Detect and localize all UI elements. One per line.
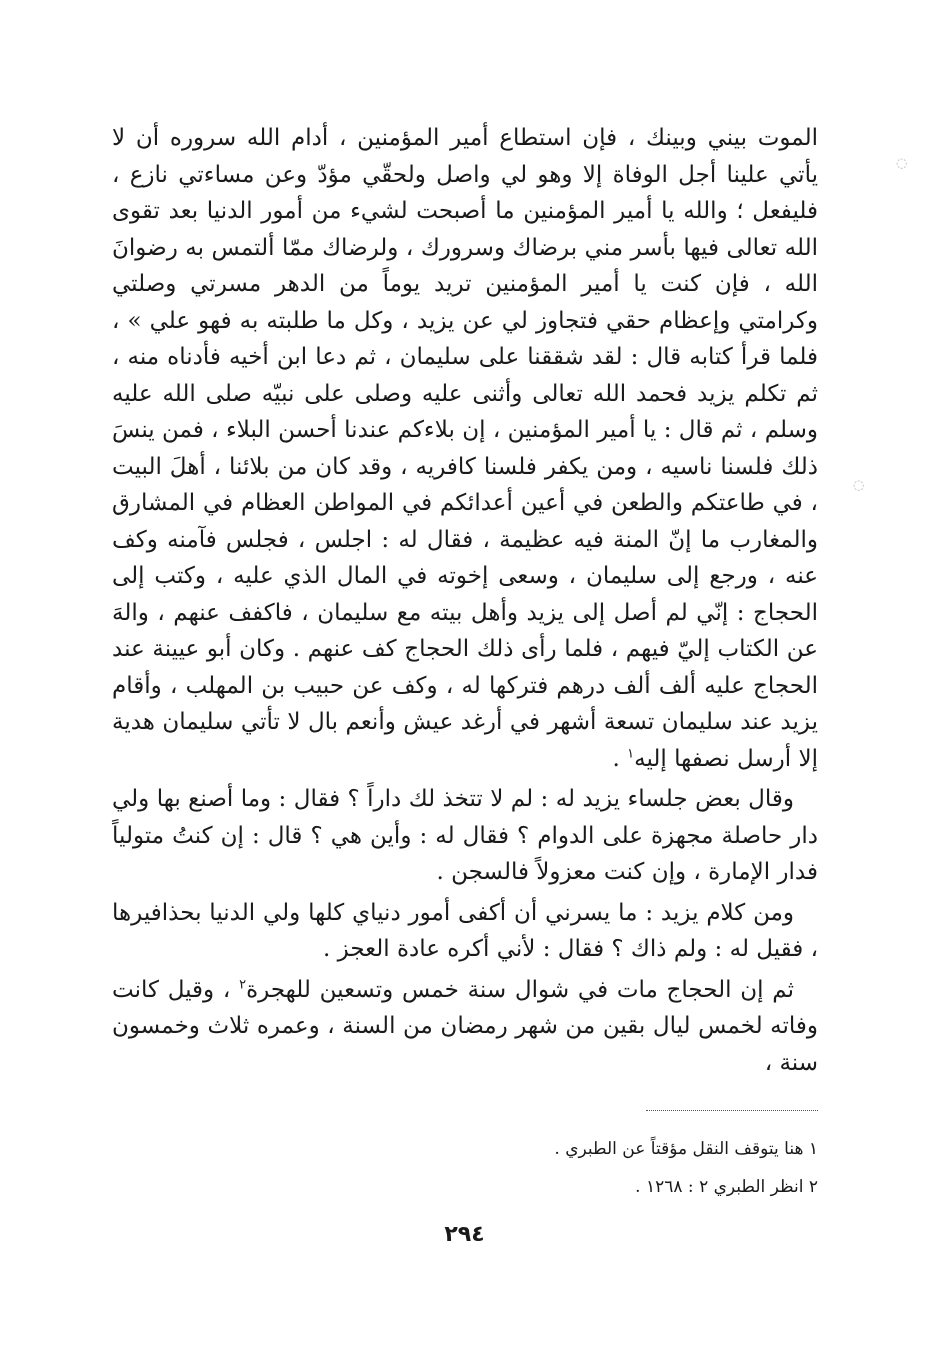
- paragraph-4-text: ثم إن الحجاج مات في شوال سنة خمس وتسعين للهجرة: [246, 976, 794, 1003]
- footnote-ref-1: ١: [627, 745, 635, 761]
- main-text: [112, 120, 818, 1081]
- footnote-ref-2: ٢: [239, 976, 247, 992]
- paragraph-2: [112, 781, 818, 891]
- paragraph-4: [112, 972, 818, 1082]
- page-number: ٢٩٤: [444, 1222, 485, 1247]
- footnote-2: ٢ انظر الطبري ٢ : ١٢٦٨ .: [635, 1177, 818, 1197]
- margin-mark-middle: ◌: [853, 478, 865, 493]
- footnote-1: ١ هنا يتوقف النقل مؤقتاً عن الطبري .: [554, 1139, 818, 1159]
- paragraph-1-text: الموت بيني وبينك ، فإن استطاع أمير المؤمنين ، أدام الله سروره أن لا يأتي علينا أجل الوفاة إلا وهو لي واصل ولحقّي مؤدّ وعن مساءتي نازع ، فليفعل ؛ والله يا أمير المؤمنين ما أصبحت لشيء من أمور الدنيا بعد تقوى الله تعالى فيها بأسر مني برضاك وسرورك ، ولرضاك ممّا ألتمس به رضوانَ الله ، فإن كنت يا أمير المؤمنين تريد يوماً من الدهر مسرتي وصلتي وكرامتي وإعظام حقي فتجاوز لي عن يزيد ، وكل ما طلبته به فهو علي » ، فلما قرأ كتابه قال : لقد شققنا على سليمان ، ثم دعا ابن أخيه فأدناه منه ، ثم تكلم يزيد فحمد الله تعالى وأثنى عليه وصلى على نبيّه صلى الله عليه وسلم ، ثم قال : يا أمير المؤمنين ، إن بلاءكم عندنا أحسن البلاء ، فمن ينسَ ذلك فلسنا ناسيه ، ومن يكفر فلسنا كافريه ، وقد كان من بلائنا ، أهلَ البيت ، في طاعتكم والطعن في أعين أعدائكم في المواطن العظام في المشارق والمغارب ما إنّ المنة فيه عظيمة ، فقال له : اجلس ، فجلس فآمنه وكف عنه ، ورجع إلى سليمان ، وسعى إخوته في المال الذي عليه ، وكتب إلى الحجاج : إنّي لم أصل إلى يزيد وأهل بيته مع سليمان ، فاكفف عنهم ، والهَ عن الكتاب إليّ فيهم ، فلما رأى ذلك الحجاج كف عنهم . وكان أبو عيينة عند الحجاج عليه ألف ألف درهم فتركها له ، وكف عن حبيب بن المهلب ، وأقام يزيد عند سليمان تسعة أشهر في أرغد عيش وأنعم بال لا تأتي سليمان هدية إلا أرسل نصفها إليه: [112, 125, 818, 772]
- footnotes: [318, 1130, 818, 1206]
- paragraph-3: [112, 895, 818, 968]
- paragraph-4-end: ، وقيل كانت وفاته لخمس ليال بقين من شهر رمضان من السنة ، وعمره ثلاث وخمسون سنة ،: [112, 976, 818, 1076]
- paragraph-1-end: .: [612, 745, 628, 772]
- margin-mark-top: ◌: [896, 156, 908, 171]
- paragraph-1: [112, 120, 818, 777]
- footnote-separator: [646, 1110, 818, 1111]
- paragraph-2-text: وقال بعض جلساء يزيد له : لم لا تتخذ لك داراً ؟ فقال : وما أصنع بها ولي دار حاصلة مجهزة على الدوام ؟ فقال له : وأين هي ؟ قال : إن كنتُ متولياً فدار الإمارة ، وإن كنت معزولاً فالسجن .: [112, 786, 818, 885]
- paragraph-3-text: ومن كلام يزيد : ما يسرني أن أكفى أمور دنياي كلها ولي الدنيا بحذافيرها ، فقيل له : ولم ذاك ؟ فقال : لأني أكره عادة العجز .: [112, 899, 818, 962]
